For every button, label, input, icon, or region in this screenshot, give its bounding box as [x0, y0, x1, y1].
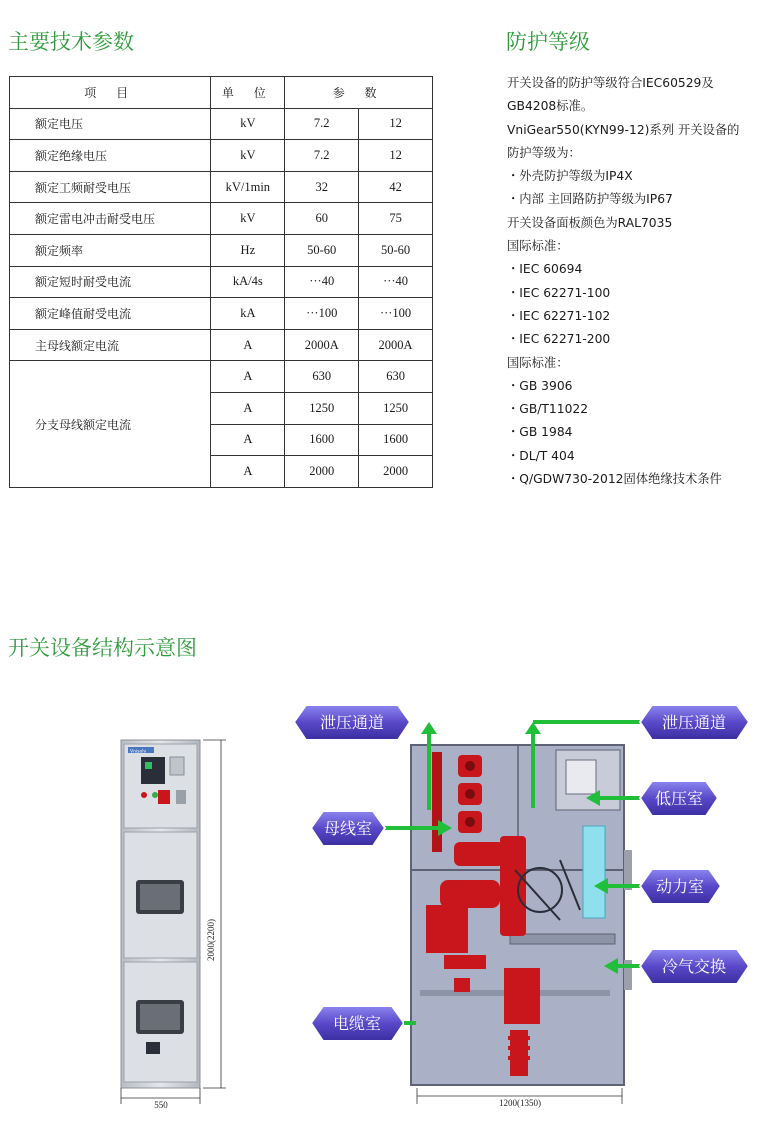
- label-busbar: [311, 811, 385, 846]
- row-unit: A: [211, 424, 285, 456]
- row-value-1: 7.2: [285, 140, 359, 172]
- row-value-2: 12: [359, 140, 433, 172]
- label-text: 泄压通道: [319, 713, 385, 732]
- protection-line: ・Q/GDW730-2012固体绝缘技术条件: [507, 472, 722, 487]
- protection-line: ・GB 1984: [507, 425, 573, 440]
- label-cooling: [640, 949, 749, 984]
- protection-line: ・IEC 62271-100: [507, 285, 611, 300]
- protection-line: GB4208标准。: [507, 99, 594, 114]
- row-value-1: ···100: [285, 298, 359, 330]
- side-width-dimension: 1200(1350): [499, 1098, 541, 1108]
- diagram-section-title: 开关设备结构示意图: [8, 636, 197, 660]
- arrow-up-icon: [421, 722, 437, 734]
- row-value-2: ···100: [359, 298, 433, 330]
- row-unit: kV: [211, 108, 285, 140]
- row-name: 额定雷电冲击耐受电压: [10, 203, 211, 235]
- row-unit: kA: [211, 298, 285, 330]
- row-unit: A: [211, 361, 285, 393]
- protection-line: ・GB 3906: [507, 378, 573, 393]
- row-unit: A: [211, 456, 285, 488]
- label-relief-right: [640, 705, 749, 740]
- row-name: 额定电压: [10, 108, 211, 140]
- row-value-2: 1600: [359, 424, 433, 456]
- protection-line: ・IEC 62271-200: [507, 332, 611, 347]
- protection-line: 开关设备面板颜色为RAL7035: [507, 215, 673, 230]
- row-name: 额定频率: [10, 234, 211, 266]
- row-value-1: 32: [285, 171, 359, 203]
- row-value-2: 50-60: [359, 234, 433, 266]
- protection-section-title: 防护等级: [506, 30, 590, 54]
- branch-row-name: 分支母线额定电流: [10, 361, 211, 487]
- header-unit: 单 位: [211, 77, 285, 109]
- row-value-1: 50-60: [285, 234, 359, 266]
- row-unit: A: [211, 392, 285, 424]
- row-name: 主母线额定电流: [10, 329, 211, 361]
- label-text: 泄压通道: [661, 713, 727, 732]
- protection-line: VniGear550(KYN99-12)系列 开关设备的: [507, 122, 740, 137]
- protection-line: ・内部 主回路防护等级为IP67: [507, 192, 673, 207]
- row-name: 额定峰值耐受电流: [10, 298, 211, 330]
- row-name: 额定绝缘电压: [10, 140, 211, 172]
- row-value-2: 12: [359, 108, 433, 140]
- row-unit: A: [211, 329, 285, 361]
- row-value-2: 2000A: [359, 329, 433, 361]
- row-unit: kV: [211, 203, 285, 235]
- spec-section-title: 主要技术参数: [8, 30, 134, 54]
- protection-line: 开关设备的防护等级符合IEC60529及: [507, 76, 714, 90]
- row-name: 额定短时耐受电流: [10, 266, 211, 298]
- protection-line: ・GB/T11022: [507, 402, 589, 417]
- row-unit: Hz: [211, 234, 285, 266]
- label-text: 母线室: [323, 819, 373, 838]
- row-value-2: 75: [359, 203, 433, 235]
- label-power: [640, 869, 721, 904]
- front-width-dimension: 550: [154, 1100, 168, 1110]
- row-value-1: 2000: [285, 456, 359, 488]
- row-value-1: 60: [285, 203, 359, 235]
- row-value-1: 7.2: [285, 108, 359, 140]
- row-unit: kA/4s: [211, 266, 285, 298]
- protection-line: ・IEC 60694: [507, 262, 583, 277]
- label-lv: [640, 781, 718, 816]
- row-value-2: 630: [359, 361, 433, 393]
- row-value-1: ···40: [285, 266, 359, 298]
- row-value-1: 2000A: [285, 329, 359, 361]
- cabinet-plate-text: Vnisolv: [130, 749, 147, 755]
- row-value-2: 2000: [359, 456, 433, 488]
- label-text: 动力室: [655, 877, 705, 896]
- protection-line: 国际标准：: [507, 239, 569, 254]
- row-value-1: 1600: [285, 424, 359, 456]
- label-text: 冷气交换: [661, 957, 727, 976]
- power-chamber-panel: [583, 826, 605, 918]
- label-cable: [311, 1006, 404, 1041]
- cabinet-front-view: [121, 740, 200, 1088]
- display-icon: [141, 757, 165, 784]
- row-value-2: 1250: [359, 392, 433, 424]
- protection-line: 国际标准：: [507, 355, 569, 370]
- header-item: 项 目: [10, 77, 211, 109]
- header-param: 参 数: [285, 77, 433, 109]
- protection-line: 防护等级为：: [507, 145, 581, 160]
- label-relief-left: [294, 705, 410, 740]
- row-name: 额定工频耐受电压: [10, 171, 211, 203]
- row-unit: kV: [211, 140, 285, 172]
- row-unit: kV/1min: [211, 171, 285, 203]
- row-value-1: 630: [285, 361, 359, 393]
- protection-line: ・IEC 62271-102: [507, 308, 611, 323]
- label-text: 电缆室: [332, 1014, 382, 1033]
- row-value-1: 1250: [285, 392, 359, 424]
- protection-line: ・外壳防护等级为IP4X: [507, 169, 633, 184]
- protection-line: ・DL/T 404: [507, 448, 575, 463]
- front-height-dimension: 2000(2200): [206, 919, 216, 961]
- row-value-2: 42: [359, 171, 433, 203]
- label-text: 低压室: [654, 789, 704, 808]
- row-value-2: ···40: [359, 266, 433, 298]
